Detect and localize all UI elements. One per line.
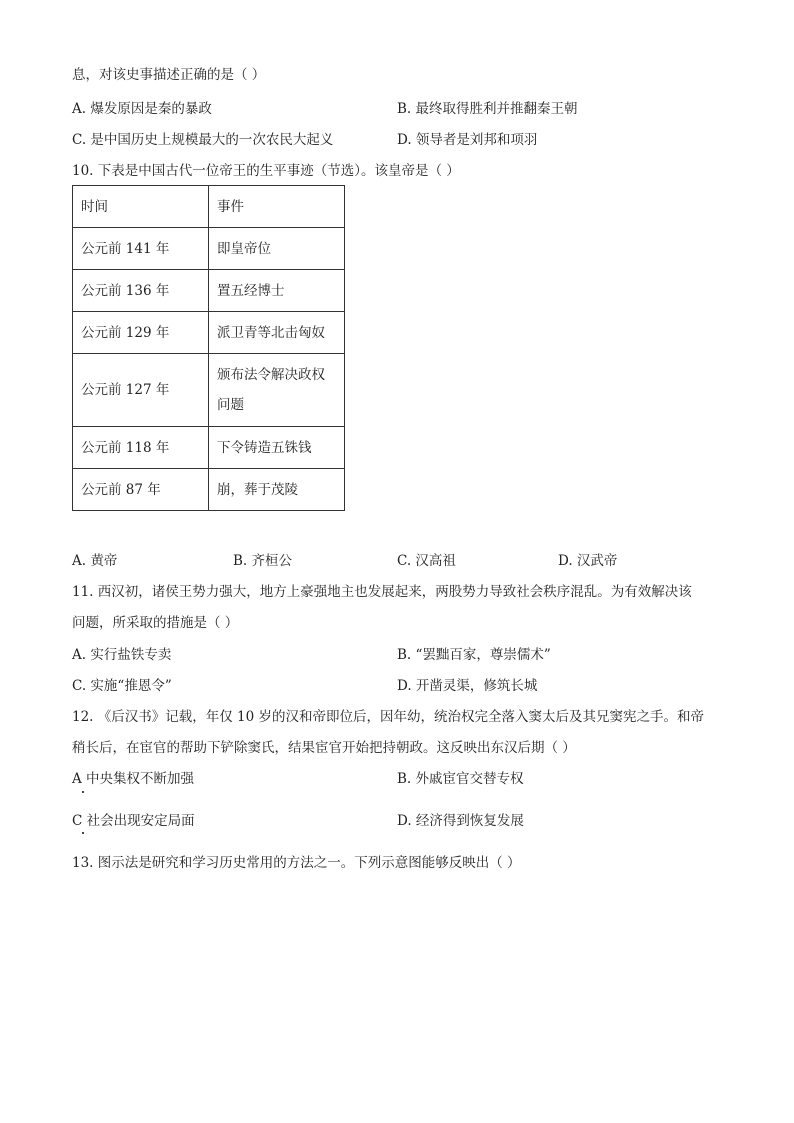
table-header-row [73, 186, 345, 228]
table-header-time: 时间 [73, 186, 209, 228]
stray-dot-mark [82, 791, 84, 793]
table-row [73, 469, 345, 511]
q9-option-c: C. 是中国历史上规模最大的一次农民大起义 [72, 132, 334, 148]
q9-option-d: D. 领导者是刘邦和项羽 [397, 132, 538, 148]
table-header-event: 事件 [209, 186, 345, 228]
table-cell-time: 公元前 129 年 [73, 312, 209, 354]
q12-stem-line2: 稍长后，在宦官的帮助下铲除窦氏，结果宦官开始把持朝政。这反映出东汉后期（ ） [72, 740, 576, 756]
table-cell-event: 置五经博士 [209, 270, 345, 312]
q10-option-a: A. 黄帝 [72, 553, 118, 569]
table-cell-event [209, 354, 345, 427]
q9-option-a: A. 爆发原因是秦的暴政 [72, 101, 212, 117]
q10-option-d: D. 汉武帝 [558, 553, 618, 569]
q11-option-b: B. “罢黜百家，尊崇儒术” [397, 647, 551, 663]
table-row [73, 270, 345, 312]
table-cell-event: 派卫青等北击匈奴 [209, 312, 345, 354]
table-cell-time: 公元前 127 年 [73, 354, 209, 427]
table-row [73, 312, 345, 354]
stray-dot-mark [82, 832, 84, 834]
table-cell-event-line2: 问题 [217, 397, 244, 413]
table-cell-event: 下令铸造五铢钱 [209, 427, 345, 469]
q12-stem-line1: 12. 《后汉书》记载，年仅 10 岁的汉和帝即位后，因年幼，统治权完全落入窦太后及其兄窦宪之手。和帝 [72, 709, 705, 725]
q10-option-c: C. 汉高祖 [397, 553, 456, 569]
q10-stem: 10. 下表是中国古代一位帝王的生平事迹（节选）。该皇帝是（ ） [72, 163, 460, 179]
table-row [73, 228, 345, 270]
q11-stem-line1: 11. 西汉初，诸侯王势力强大，地方上豪强地主也发展起来，两股势力导致社会秩序混乱。为有效解决该 [72, 584, 692, 600]
q12-option-a: A 中央集权不断加强 [72, 771, 195, 787]
q9-option-b: B. 最终取得胜利并推翻秦王朝 [397, 101, 578, 117]
q13-stem: 13. 图示法是研究和学习历史常用的方法之一。下列示意图能够反映出（ ） [72, 855, 521, 871]
q12-option-c: C 社会出现安定局面 [72, 813, 195, 829]
table-cell-time: 公元前 118 年 [73, 427, 209, 469]
table-cell-event-line1: 颁布法令解决政权 [217, 367, 325, 383]
q11-option-c: C. 实施“推恩令” [72, 678, 172, 694]
q12-option-b: B. 外戚宦官交替专权 [397, 771, 524, 787]
table-cell-event: 即皇帝位 [209, 228, 345, 270]
q9-stem-tail: 息，对该史事描述正确的是（ ） [72, 67, 266, 83]
table-cell-event: 崩，葬于茂陵 [209, 469, 345, 511]
q11-stem-line2: 问题，所采取的措施是（ ） [72, 615, 239, 631]
table-row [73, 354, 345, 427]
q11-option-d: D. 开凿灵渠，修筑长城 [397, 678, 538, 694]
table-cell-time: 公元前 87 年 [73, 469, 209, 511]
q12-option-d: D. 经济得到恢复发展 [397, 813, 524, 829]
q10-option-b: B. 齐桓公 [233, 553, 293, 569]
q10-table [72, 185, 345, 511]
q11-option-a: A. 实行盐铁专卖 [72, 647, 172, 663]
table-cell-time: 公元前 141 年 [73, 228, 209, 270]
table-cell-time: 公元前 136 年 [73, 270, 209, 312]
table-row [73, 427, 345, 469]
